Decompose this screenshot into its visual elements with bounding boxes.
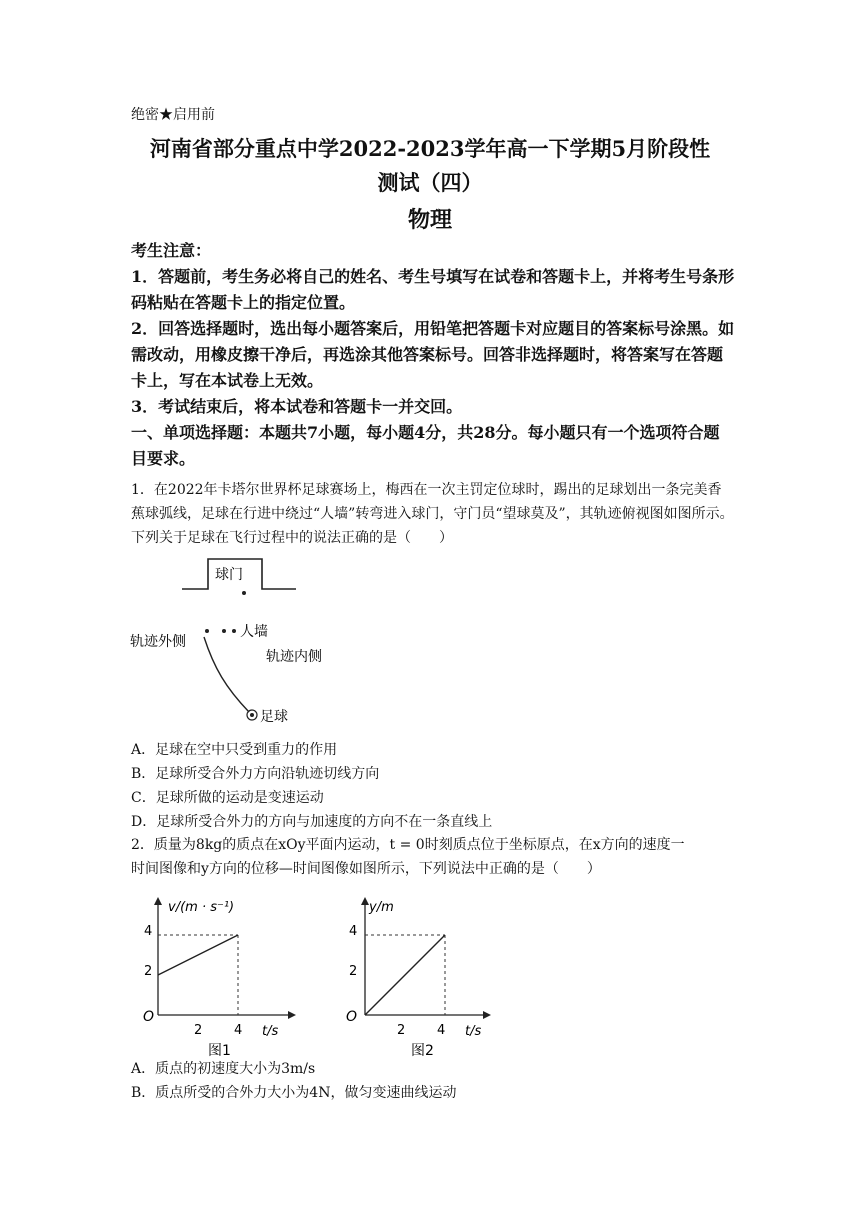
fig2-caption: 图2 — [411, 1043, 434, 1058]
fig2-y-arrow — [361, 897, 369, 905]
notice-item-2: 2．回答选择题时，选出每小题答案后，用铅笔把答题卡对应题目的答案标号涂黑。如需改动，用橡皮擦干净后，再选涂其他答案标号。回答非选择题时，将答案写在答题卡上，写在本试卷上无效。 — [131, 319, 735, 390]
question-1 — [131, 478, 735, 550]
question-2-options — [131, 1057, 456, 1105]
notice-heading: 考生注意： — [131, 241, 212, 260]
wall-label: 人墙 — [240, 624, 268, 640]
wall-dot-3 — [232, 629, 236, 633]
football-center — [250, 713, 254, 717]
fig2-xtick-2: 2 — [397, 1023, 406, 1038]
fig1-y-label: v/(m · s⁻¹) — [168, 900, 235, 915]
question-2 — [131, 833, 735, 881]
fig1-origin: O — [143, 1009, 155, 1025]
question-2-stem-line1: 2．质量为8kg的质点在xOy平面内运动，t = 0时刻质点位于坐标原点，在x方向的速度一 — [131, 837, 685, 853]
q1-option-d: D．足球所受合外力的方向与加速度的方向不在一条直线上 — [131, 814, 493, 830]
q1-option-b: B．足球所受合外力方向沿轨迹切线方向 — [131, 766, 380, 782]
notice-item-3: 3．考试结束后，将本试卷和答题卡一并交回。 — [131, 397, 463, 416]
fig2-data-line — [365, 935, 445, 1015]
question-1-options — [131, 738, 492, 834]
q2-option-a: A．质点的初速度大小为3m/s — [131, 1061, 316, 1077]
subject-title: 物理 — [407, 207, 452, 233]
trajectory-curve — [204, 637, 249, 712]
question-1-stem: 1．在2022年卡塔尔世界杯足球赛场上，梅西在一次主罚定位球时，踢出的足球划出一条完美香蕉球弧线，足球在行进中绕过“人墙”转弯进入球门，守门员“望球莫及”，其轨迹俯视图如图所示。下列关于足球在飞行过程中的说法正确的是（ ） — [131, 482, 734, 546]
wall-dot-1 — [205, 629, 209, 633]
exam-title-line2: 测试（四） — [377, 170, 483, 195]
exam-title-line1: 河南省部分重点中学2022-2023学年高一下学期5月阶段性 — [149, 136, 711, 161]
fig1-xtick-2: 2 — [194, 1023, 203, 1038]
fig2-y-label: y/m — [369, 900, 394, 915]
outer-side-label: 轨迹外侧 — [130, 634, 186, 650]
confidential-label: 绝密★启用前 — [131, 107, 215, 123]
wall-dot-2 — [222, 629, 226, 633]
goal-label: 球门 — [215, 567, 243, 583]
goal-dot — [242, 591, 246, 595]
fig1-xtick-4: 4 — [234, 1023, 243, 1038]
fig1-data-line — [158, 935, 238, 975]
fig2-x-arrow — [483, 1011, 491, 1019]
notice-block — [131, 238, 735, 472]
fig1-x-arrow — [288, 1011, 296, 1019]
fig1-y-arrow — [154, 897, 162, 905]
fig2-ytick-2: 2 — [349, 964, 358, 979]
fig1-caption: 图1 — [208, 1043, 231, 1058]
question-2-stem-line2: 时间图像和y方向的位移—时间图像如图所示，下列说法中正确的是（ ） — [131, 861, 601, 877]
q1-option-a: A．足球在空中只受到重力的作用 — [131, 742, 338, 758]
fig2-x-label: t/s — [465, 1024, 482, 1039]
fig2-origin: O — [346, 1009, 358, 1025]
section-heading: 一、单项选择题：本题共7小题，每小题4分，共28分。每小题只有一个选项符合题目要求。 — [131, 423, 720, 468]
fig1-x-label: t/s — [262, 1024, 279, 1039]
notice-item-1: 1．答题前，考生务必将自己的姓名、考生号填写在试卷和答题卡上，并将考生号条形码粘贴在答题卡上的指定位置。 — [131, 267, 735, 312]
fig1-ytick-2: 2 — [144, 964, 153, 979]
q1-option-c: C．足球所做的运动是变速运动 — [131, 790, 324, 806]
fig1-ytick-4: 4 — [144, 924, 153, 939]
q2-option-b: B．质点所受的合外力大小为4N，做匀变速曲线运动 — [131, 1085, 457, 1101]
q2-fig2-yt-graph — [335, 893, 505, 1058]
fig2-ytick-4: 4 — [349, 924, 358, 939]
ball-label: 足球 — [260, 709, 288, 725]
q1-trajectory-figure — [128, 553, 343, 733]
q2-fig1-vt-graph — [128, 893, 298, 1058]
fig2-xtick-4: 4 — [437, 1023, 446, 1038]
inner-side-label: 轨迹内侧 — [266, 649, 322, 665]
